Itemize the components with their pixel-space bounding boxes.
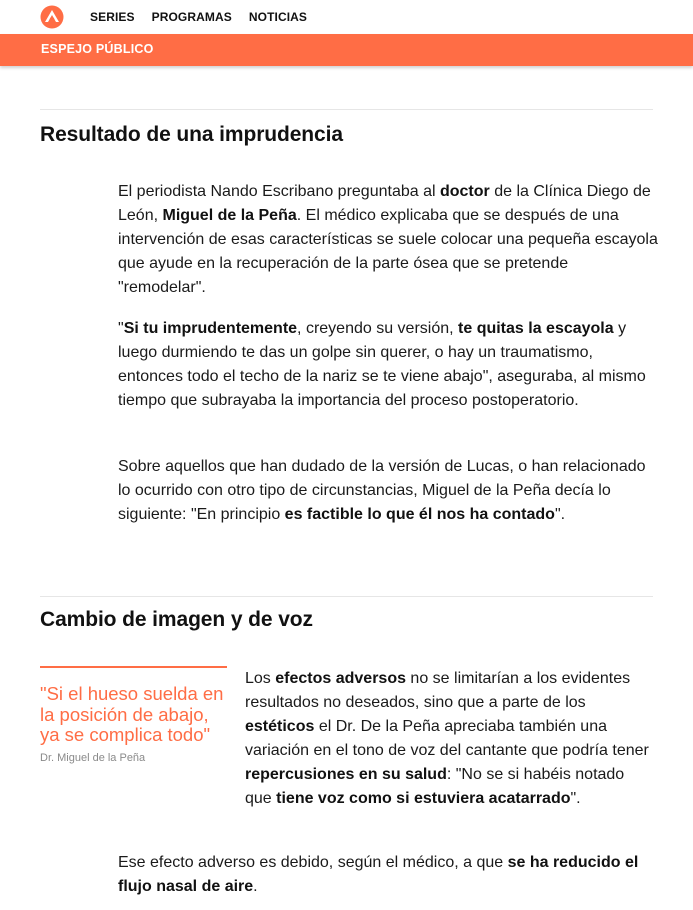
scrolled-text-remnant: [40, 0, 660, 3]
section-divider: [40, 109, 653, 110]
text-run: Sobre aquellos que han dudado de la versión de Lucas, o han relacionado lo ocurrido con otro tipo de circunstancias, Miguel de la Peña decía lo siguiente: "En principio: [118, 458, 646, 523]
pull-quote-text: "Si el hueso suelda en la posición de abajo, ya se complica todo": [40, 683, 224, 745]
text-run: El periodista Nando Escribano preguntaba al: [118, 183, 440, 200]
text-run: y luego durmiendo te das un golpe sin querer, o hay un traumatismo, entonces todo el techo de la nariz se te viene abajo", aseguraba, al mismo tiempo que subrayaba la importancia del proceso postoperatorio.: [118, 320, 646, 409]
bold-run: es factible lo que él nos ha contado: [284, 506, 555, 523]
section-divider: [40, 596, 653, 597]
antena3-logo-icon[interactable]: [40, 5, 64, 29]
pull-quote-rule: [40, 666, 227, 668]
bold-run: efectos adversos: [275, 670, 406, 687]
text-run: el Dr. De la Peña apreciaba también una variación en el tono de voz del cantante que podría tener: [245, 718, 649, 759]
text-run: ".: [554, 506, 566, 523]
program-link-espejo-publico[interactable]: ESPEJO PÚBLICO: [41, 42, 154, 56]
text-run: , creyendo su versión,: [297, 320, 459, 337]
paragraph-4: [245, 667, 655, 811]
paragraph-1: [118, 180, 658, 300]
main-nav: [90, 10, 307, 24]
text-run: Los: [245, 670, 276, 687]
paragraph-5: [118, 851, 658, 899]
bold-run: Miguel de la Peña: [162, 207, 297, 224]
bold-run: te quitas la escayola: [458, 320, 614, 337]
top-nav-bar: [0, 0, 693, 34]
text-run: de la Clínica Diego de León,: [118, 183, 651, 224]
nav-item-noticias[interactable]: NOTICIAS: [248, 10, 308, 24]
bold-run: repercusiones en su salud: [245, 766, 447, 783]
program-section-bar: [0, 34, 693, 66]
bold-run: Si tu imprudentemente: [123, 320, 298, 337]
text-run: . El médico explicaba que se después de una intervención de esas características se suele colocar una pequeña escayola que ayude en la recuperación de la parte ósea que se pretende "remodelar".: [118, 207, 658, 296]
bold-run: doctor: [439, 183, 490, 200]
text-run: Ese efecto adverso es debido, según el médico, a que: [118, 854, 508, 871]
pull-quote: [40, 666, 228, 764]
nav-item-programas[interactable]: PROGRAMAS: [151, 10, 232, 24]
subheading-resultado: Resultado de una imprudencia: [40, 123, 343, 146]
bold-run: estéticos: [245, 718, 315, 735]
subheading-cambio: Cambio de imagen y de voz: [40, 608, 313, 631]
text-run: no se limitarían a los evidentes resultados no deseados, sino que a parte de los: [245, 670, 631, 711]
bold-run: se ha reducido el flujo nasal de aire: [118, 854, 639, 895]
bold-run: tiene voz como si estuviera acatarrado: [276, 790, 571, 807]
pull-quote-author: Dr. Miguel de la Peña: [40, 751, 146, 764]
text-run: ".: [570, 790, 581, 807]
text-run: ": [118, 320, 124, 337]
text-run: : "No se si habéis notado que: [245, 766, 625, 807]
paragraph-2: [118, 317, 658, 413]
nav-item-series[interactable]: SERIES: [90, 10, 135, 24]
text-run: .: [253, 878, 258, 895]
paragraph-3: [118, 455, 658, 527]
